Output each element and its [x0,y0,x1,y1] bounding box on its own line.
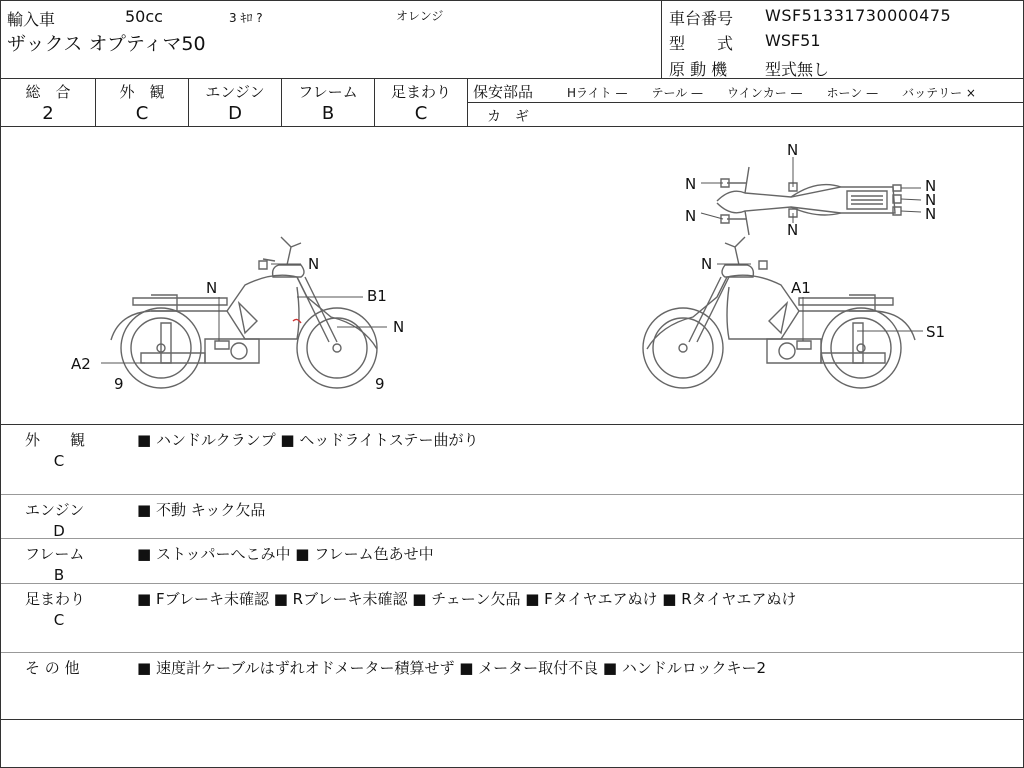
label-a2: A2 [71,355,91,373]
right-side-view [643,237,915,388]
note-label-text: 足まわり [25,590,86,608]
label-n-r1: N [925,177,937,195]
label-n-r2: N [925,191,937,209]
note-grade: D [53,522,65,540]
note-label [25,588,105,629]
label-n-top: N [787,141,799,159]
color-value: オレンジ [396,9,444,23]
grade-engine [189,79,282,126]
note-label-text: フレーム [25,545,85,563]
label-a1: A1 [791,279,811,297]
grade-label: 足まわり [390,83,451,101]
engine-label: 原 動 機 [669,60,728,79]
note-grade: C [53,611,65,629]
grade-overall [1,79,96,126]
note-label [25,543,105,584]
note-label [25,499,105,540]
top-view [717,167,901,235]
grade-value: D [228,103,242,124]
note-text: ■ 速度計ケーブルはずれオドメーター積算せず ■ メーター取付不良 ■ ハンドルロックキー2 [137,659,767,677]
note-text: ■ Fブレーキ未確認 ■ Rブレーキ未確認 ■ チェーン欠品 ■ Fタイヤエアぬけ ■ Rタイヤエアぬけ [137,590,797,608]
note-label-text: エンジン [25,501,85,519]
label-9-right: 9 [375,375,385,393]
engine-value: 型式無し [765,60,830,79]
note-grade: B [53,566,65,584]
label-n-front-left: N [393,318,405,336]
scooter-diagram [1,127,1023,424]
frame-no: WSF51331730000475 [765,6,952,25]
note-grade: C [53,452,65,470]
grade-frame [282,79,375,126]
note-label-text: 外 観 [25,431,86,449]
label-n-bottom: N [787,221,799,239]
note-row-engine [1,495,1023,539]
note-label-text: そ の 他 [25,659,80,677]
stroke-value: 3 ｷﾛ ? [229,11,263,25]
grade-suspension [375,79,468,126]
import-label: 輸入車 [7,10,56,29]
label-b1: B1 [367,287,387,305]
grade-value: C [135,103,149,124]
grade-exterior [96,79,189,126]
grade-label: エンジン [205,83,265,101]
header-section [1,1,1023,79]
grade-value: 2 [42,103,54,124]
note-row-exterior [1,425,1023,495]
header-divider [661,1,662,78]
note-row-suspension [1,584,1023,653]
note-label [25,657,105,680]
displacement: 50cc [125,7,163,26]
grades-row [1,79,1023,127]
grade-label: 外 観 [119,83,165,101]
model-type-label: 型 式 [669,34,734,53]
grade-value: B [321,103,335,124]
note-label [25,429,105,470]
note-row-other [1,653,1023,720]
note-row-frame [1,539,1023,584]
key-label: カ ギ [487,109,529,125]
safety-label: 保安部品 [473,83,534,101]
note-text: ■ ストッパーへこみ中 ■ フレーム色あせ中 [137,545,434,563]
frame-no-label: 車台番号 [669,9,734,28]
label-n-handle-right: N [701,255,713,273]
label-n-r3: N [925,205,937,223]
damage-diagram [1,127,1023,425]
grade-value: C [414,103,428,124]
label-9-left: 9 [114,375,124,393]
left-side-view [111,237,377,388]
safety-divider [468,102,1023,103]
note-text: ■ 不動 キック欠品 [137,501,266,519]
safety-items: Hライト — テール — ウインカー — ホーン — バッテリー × [567,86,976,100]
label-n-left2: N [685,207,697,225]
leader-lines [101,157,923,363]
grade-label: 総 合 [25,83,71,101]
label-n-left1: N [685,175,697,193]
model-name: ザックス オプティマ50 [7,33,206,55]
label-s1: S1 [926,323,946,341]
note-text: ■ ハンドルクランプ ■ ヘッドライトステー曲がり [137,431,479,449]
label-n-handle-left: N [308,255,320,273]
grade-label: フレーム [298,83,358,101]
model-type: WSF51 [765,31,821,50]
label-n-body-left: N [206,279,218,297]
